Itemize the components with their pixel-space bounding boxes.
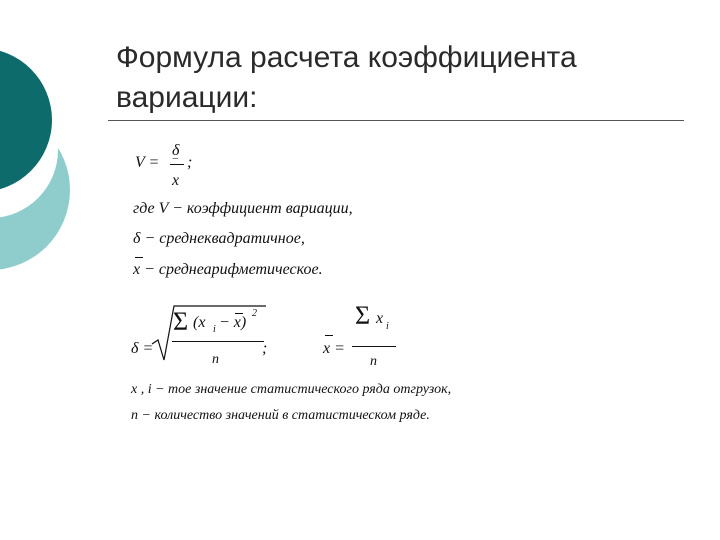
slide-title — [116, 38, 676, 118]
formula-mean-lhs: x = — [323, 340, 345, 357]
formula-v-semicolon: ; — [187, 154, 193, 171]
formula-sigma-lhs: δ = — [131, 340, 154, 357]
formula-v-denominator: x — [172, 172, 180, 189]
formula-sigma-minus-x: − x) — [219, 314, 247, 331]
note-xi: x , i − тое значение статистического ряда отгрузок, — [131, 382, 452, 397]
formula-mean-overbar — [325, 335, 333, 336]
formula-mean-denominator: n — [370, 354, 377, 369]
definition-delta: δ − среднеквадратичное, — [133, 230, 305, 247]
formula-sigma-inner: (x — [193, 314, 206, 331]
formula-sigma-square: 2 — [252, 308, 257, 319]
formula-sigma-semicolon: ; — [262, 340, 268, 357]
formula-v-overbar: ‾ — [173, 158, 178, 173]
decorative-circles — [0, 0, 120, 540]
formula-v-lhs: V = — [135, 154, 160, 171]
formula-sigma-sum: Σ — [173, 307, 189, 336]
title-divider — [108, 120, 684, 121]
title-line-2: вариации: — [116, 81, 258, 114]
formula-sigma-sub-i: i — [213, 324, 216, 335]
formula-mean-sub-i: i — [386, 321, 389, 332]
formula-mean-sum: Σ — [355, 301, 371, 330]
definition-v: где V − коэффициент вариации, — [133, 200, 353, 217]
formula-mean-fraction-bar — [352, 346, 396, 347]
note-n: n − количество значений в статистическом ряде. — [131, 408, 430, 423]
definition-mean-overbar — [135, 257, 143, 258]
formula-mean-xi: x — [376, 310, 384, 327]
title-line-1: Формула расчета коэффициента — [116, 41, 577, 74]
formula-v-numerator: δ — [172, 142, 180, 159]
formula-sigma-denominator: n — [212, 352, 219, 367]
formula-sigma-mean-overbar — [235, 313, 243, 314]
formula-sigma-fraction-bar — [172, 341, 264, 342]
definition-mean: x − среднеарифметическое. — [133, 261, 323, 278]
